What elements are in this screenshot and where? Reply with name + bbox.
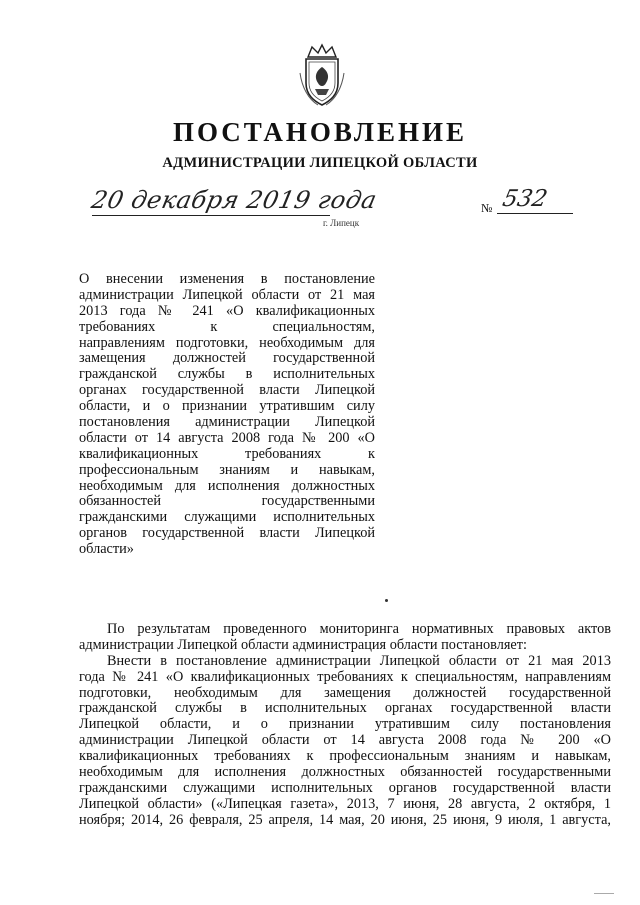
subject-line: профессиональным знаниям и навыкам, <box>79 462 375 478</box>
body-line: года № 241 «О квалификационных требованиях к специальностям, направлениям <box>79 669 611 685</box>
document-title: ПОСТАНОВЛЕНИЕ <box>172 117 468 147</box>
date-underline <box>92 215 330 216</box>
subject-line: органов государственной власти Липецкой <box>79 526 375 542</box>
body-line: Внести в постановление администрации Липецкой области от 21 мая 2013 <box>107 653 611 669</box>
body-line: администрации Липецкой области администрация области постановляет: <box>79 637 527 653</box>
page-edge-mark <box>594 893 614 894</box>
subject-line: области» <box>79 542 134 558</box>
document-date-handwritten: 20 декабря 2019 года <box>89 186 380 214</box>
body-line: По результатам проведенного мониторинга нормативных правовых актов <box>107 622 611 637</box>
subject-line: необходимым для исполнения должностных <box>79 478 375 494</box>
document-number-handwritten: 532 <box>500 186 550 212</box>
subject-line: квалификационных требованиях к <box>79 446 375 462</box>
subject-line: 2013 года № 241 «О квалификационных <box>79 303 375 319</box>
body-line: квалификационных требованиях к профессиональным знаниям и навыкам, <box>79 749 611 765</box>
body-line: Липецкой области, и о признании утратившим силу постановления <box>79 717 611 733</box>
subject-line: обязанностей государственными <box>79 494 375 510</box>
subject-line: гражданскими служащими исполнительных <box>79 510 375 526</box>
document-city: г. Липецк <box>323 218 360 228</box>
document-subtitle: АДМИНИСТРАЦИИ ЛИПЕЦКОЙ ОБЛАСТИ <box>162 155 478 171</box>
body-line: ноября; 2014, 26 февраля, 25 апреля, 14 мая, 20 июня, 25 июня, 9 июля, 1 августа, <box>79 812 611 828</box>
subject-line: области, и о признании утратившим силу <box>79 399 375 415</box>
subject-line: замещения должностей государственной <box>79 351 375 367</box>
subject-line: гражданской службы в исполнительных <box>79 367 375 383</box>
number-underline <box>497 213 573 214</box>
body-line: гражданской службы в исполнительных органах государственной власти <box>79 701 611 717</box>
body-line: администрации Липецкой области от 14 августа 2008 года № 200 «О <box>79 733 611 749</box>
body-line: гражданскими служащими исполнительных органов государственной власти <box>79 780 611 796</box>
subject-line: требованиях к специальностям, <box>79 319 375 335</box>
scan-speck <box>385 599 388 602</box>
body-line: Липецкой области» («Липецкая газета», 2013, 7 июня, 28 августа, 2 октября, 1 <box>79 796 611 812</box>
document-body <box>79 622 611 829</box>
subject-line: постановления администрации Липецкой <box>79 415 375 431</box>
document-subject <box>79 272 375 558</box>
body-line: необходимым для исполнения должностных обязанностей государственными <box>79 765 611 781</box>
subject-line: органах государственной власти Липецкой <box>79 383 375 399</box>
document-number-label: № <box>481 201 493 215</box>
body-line: подготовки, необходимым для замещения должностей государственной <box>79 685 611 701</box>
subject-line: администрации Липецкой области от 21 мая <box>79 287 375 303</box>
subject-line: О внесении изменения в постановление <box>79 272 375 287</box>
lipetsk-coat-of-arms-icon <box>298 43 346 109</box>
subject-line: области от 14 августа 2008 года № 200 «О <box>79 430 375 446</box>
subject-line: направлениям подготовки, необходимым для <box>79 335 375 351</box>
